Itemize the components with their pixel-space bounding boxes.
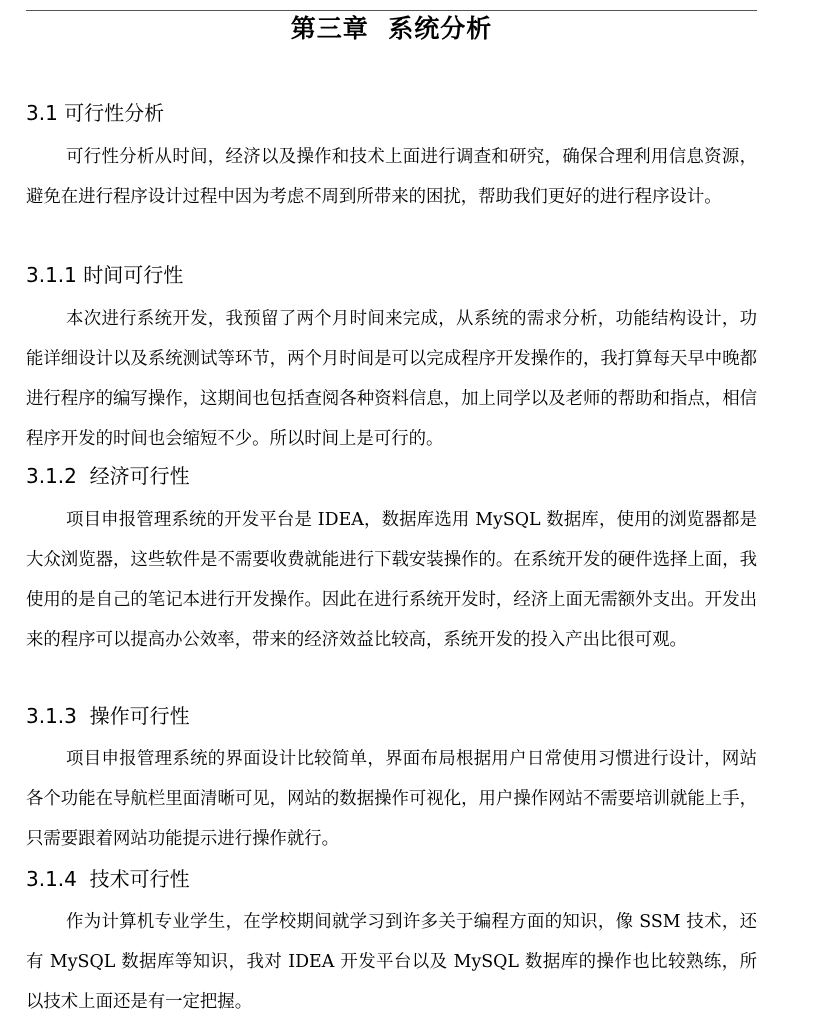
section-heading-operation: 3.1.3 操作可行性 bbox=[26, 704, 190, 728]
section-paragraph-feasibility: 可行性分析从时间，经济以及操作和技术上面进行调查和研究，确保合理利用信息资源，避免在进行程序设计过程中因为考虑不周到所带来的困扰，帮助我们更好的进行程序设计。 bbox=[26, 147, 757, 207]
section-heading-technical: 3.1.4 技术可行性 bbox=[26, 867, 190, 891]
section-paragraph-time: 本次进行系统开发，我预留了两个月时间来完成，从系统的需求分析，功能结构设计，功能详细设计以及系统测试等环节，两个月时间是可以完成程序开发操作的，我打算每天早中晚都进行程序的编写操作，这期间也包括查阅各种资料信息，加上同学以及老师的帮助和指点，相信程序开发的时间也会缩短不少。所以时间上是可行的。 bbox=[26, 309, 757, 449]
section-heading-economic: 3.1.2 经济可行性 bbox=[26, 464, 190, 488]
chapter-title: 第三章 系统分析 bbox=[290, 14, 493, 43]
section-paragraph-economic: 项目申报管理系统的开发平台是 IDEA，数据库选用 MySQL 数据库，使用的浏览器都是大众浏览器，这些软件是不需要收费就能进行下载安装操作的。在系统开发的硬件选择上面，我使用的是自己的笔记本进行开发操作。因此在进行系统开发时，经济上面无需额外支出。开发出来的程序可以提高办公效率，带来的经济效益比较高，系统开发的投入产出比很可观。 bbox=[26, 510, 757, 650]
section-paragraph-technical: 作为计算机专业学生，在学校期间就学习到许多关于编程方面的知识，像 SSM 技术，还有 MySQL 数据库等知识，我对 IDEA 开发平台以及 MySQL 数据库的操作也比较熟练，所以技术上面还是有一定把握。 bbox=[26, 912, 757, 1012]
section-heading-feasibility: 3.1 可行性分析 bbox=[26, 101, 165, 125]
section-heading-time: 3.1.1 时间可行性 bbox=[26, 263, 184, 287]
section-paragraph-operation: 项目申报管理系统的界面设计比较简单，界面布局根据用户日常使用习惯进行设计，网站各个功能在导航栏里面清晰可见，网站的数据操作可视化，用户操作网站不需要培训就能上手，只需要跟着网站功能提示进行操作就行。 bbox=[26, 749, 757, 849]
header-rule bbox=[26, 10, 757, 11]
